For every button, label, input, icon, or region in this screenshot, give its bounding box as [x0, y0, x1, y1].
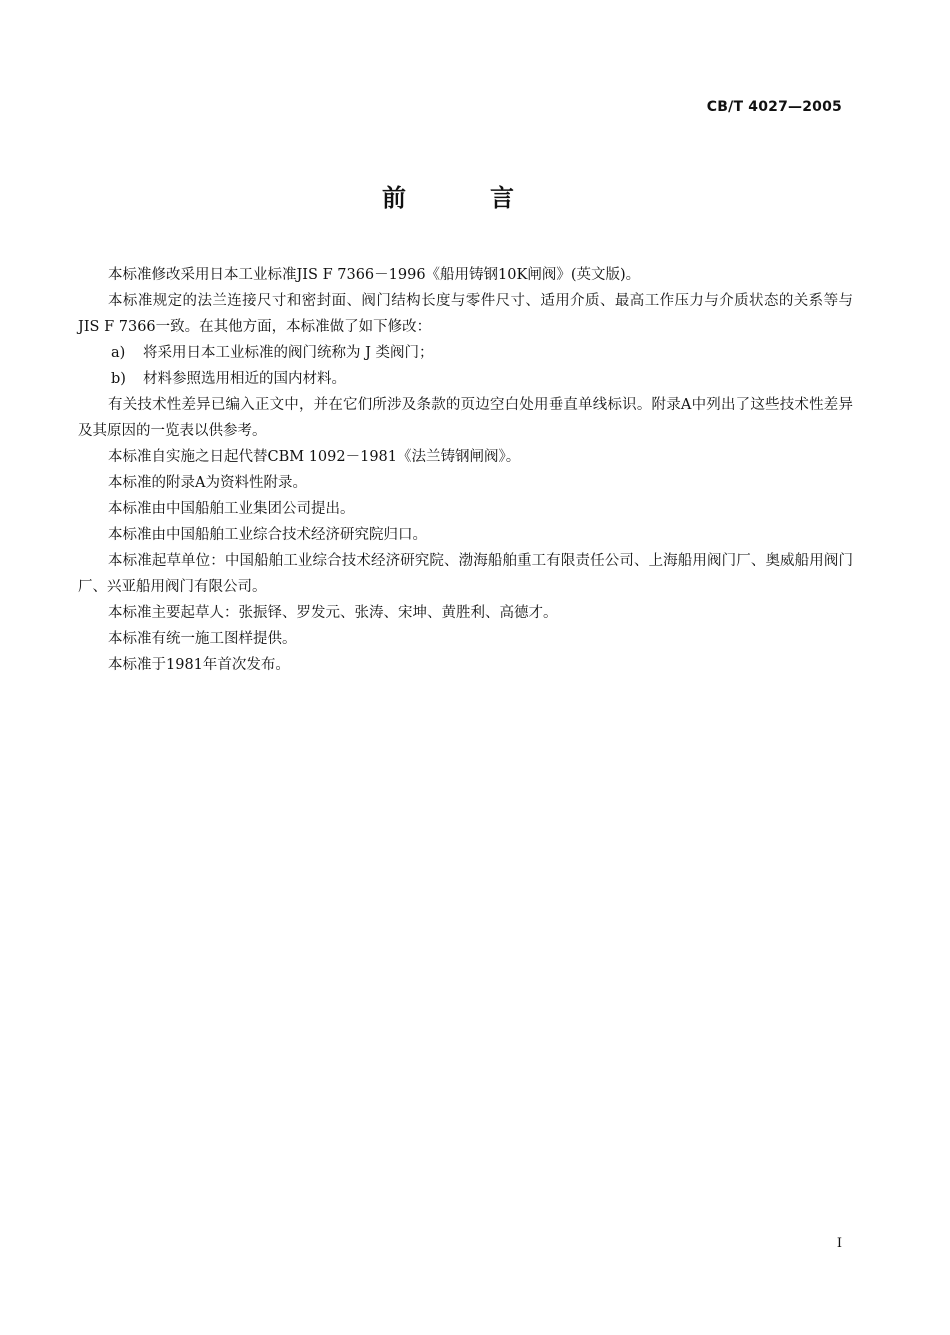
paragraph-replaces: 本标准自实施之日起代替CBM 1092－1981《法兰铸钢闸阀》。: [108, 449, 521, 465]
paragraph-first-published: 本标准于1981年首次发布。: [108, 657, 290, 673]
paragraph-adoption: 本标准修改采用日本工业标准JIS F 7366－1996《船用铸钢10K闸阀》(英文版)。: [108, 267, 641, 283]
paragraph-drafters: 本标准主要起草人：张振铎、罗发元、张涛、宋坤、黄胜利、高德才。: [108, 605, 558, 621]
paragraph-modifications-intro: 本标准规定的法兰连接尺寸和密封面、阀门结构长度与零件尺寸、适用介质、最高工作压力与介质状态的关系等与JIS F 7366一致。在其他方面，本标准做了如下修改：: [78, 293, 853, 335]
standard-code: CB/T 4027—2005: [706, 99, 842, 115]
list-text-b: 材料参照选用相近的国内材料。: [143, 371, 346, 387]
paragraph-proposed-by: 本标准由中国船舶工业集团公司提出。: [108, 501, 355, 517]
paragraph-centralized-by: 本标准由中国船舶工业综合技术经济研究院归口。: [108, 527, 427, 543]
list-marker-a: a): [111, 345, 126, 361]
paragraph-technical-differences: 有关技术性差异已编入正文中，并在它们所涉及条款的页边空白处用垂直单线标识。附录A中列出了这些技术性差异及其原因的一览表以供参考。: [78, 397, 853, 439]
list-text-a: 将采用日本工业标准的阀门统称为 J 类阀门；: [143, 345, 434, 361]
list-item-b: [78, 366, 853, 392]
page-title: 前 言: [382, 184, 544, 212]
paragraph-drawings: 本标准有统一施工图样提供。: [108, 631, 297, 647]
paragraph-annex: 本标准的附录A为资料性附录。: [108, 475, 307, 491]
page-number: I: [836, 1236, 842, 1251]
paragraph-drafting-units: 本标准起草单位：中国船舶工业综合技术经济研究院、渤海船舶重工有限责任公司、上海船用阀门厂、奥威船用阀门厂、兴亚船用阀门有限公司。: [78, 553, 853, 595]
foreword-body: [78, 262, 853, 678]
list-marker-b: b): [111, 371, 126, 387]
list-item-a: [78, 340, 853, 366]
